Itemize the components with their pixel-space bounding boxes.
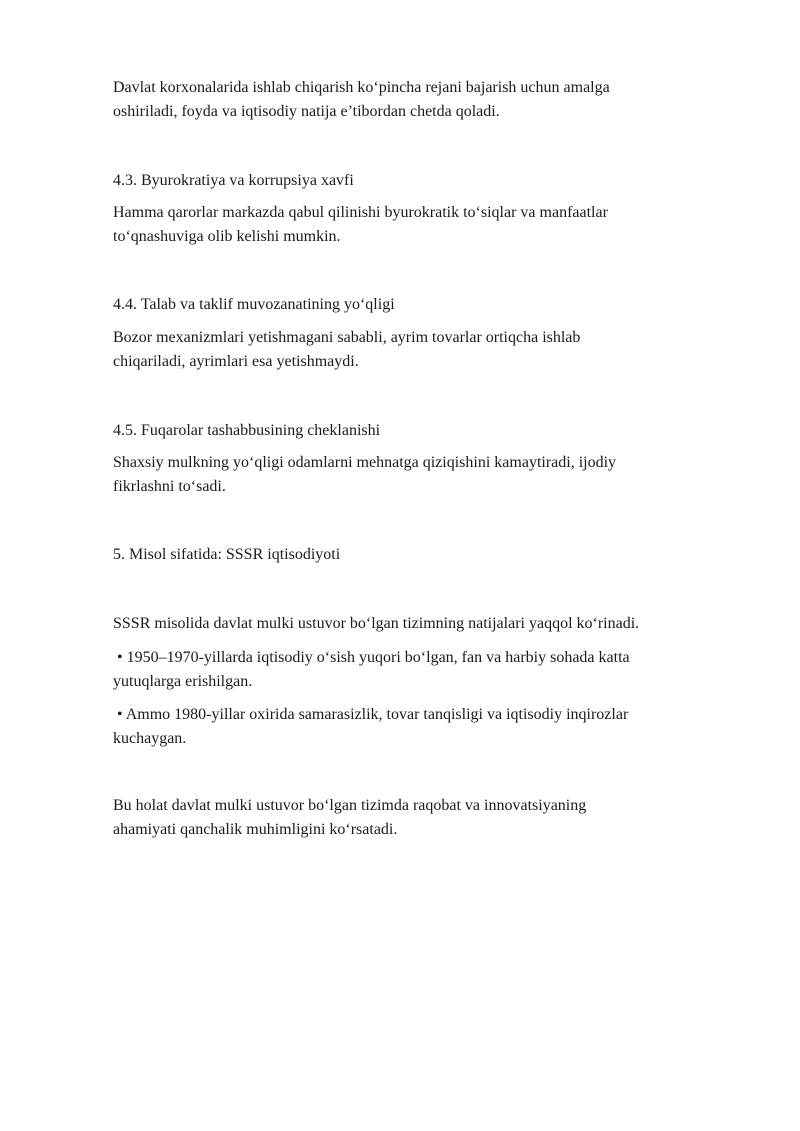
- intro-paragraph: [113, 76, 743, 124]
- section-4-3-paragraph: [113, 201, 743, 249]
- bullet-2-line-2: kuchaygan.: [113, 730, 187, 747]
- section-4-4-paragraph: [113, 326, 743, 374]
- intro-line-1: Davlat korxonalarida ishlab chiqarish ko‘pincha rejani bajarish uchun amalga: [113, 79, 610, 96]
- section-4-3-line-1: Hamma qarorlar markazda qabul qilinishi byurokratik to‘siqlar va manfaatlar: [113, 204, 608, 221]
- intro-line-2: oshiriladi, foyda va iqtisodiy natija e’tibordan chetda qoladi.: [113, 103, 500, 120]
- section-5-paragraph: [113, 612, 743, 636]
- section-4-3-line-2: to‘qnashuviga olib kelishi mumkin.: [113, 228, 341, 245]
- conclusion-paragraph: [113, 794, 743, 842]
- section-4-4-line-1: Bozor mexanizmlari yetishmagani sababli, ayrim tovarlar ortiqcha ishlab: [113, 329, 581, 346]
- conclusion-line-1: Bu holat davlat mulki ustuvor bo‘lgan tizimda raqobat va innovatsiyaning: [113, 797, 587, 814]
- section-5-line-1: SSSR misolida davlat mulki ustuvor bo‘lgan tizimning natijalari yaqqol ko‘rinadi.: [113, 615, 640, 632]
- section-4-3-heading: 4.3. Byurokratiya va korrupsiya xavfi: [113, 172, 354, 189]
- bullet-item-2: [113, 703, 743, 751]
- section-4-4-heading: 4.4. Talab va taklif muvozanatining yo‘qligi: [113, 296, 395, 313]
- bullet-1-line-2: yutuqlarga erishilgan.: [113, 673, 253, 690]
- section-4-5-line-2: fikrlashni to‘sadi.: [113, 478, 226, 495]
- bullet-1-line-1: • 1950–1970-yillarda iqtisodiy o‘sish yuqori bo‘lgan, fan va harbiy sohada katta: [113, 649, 630, 666]
- bullet-item-1: [113, 646, 743, 694]
- bullet-2-line-1: • Ammo 1980-yillar oxirida samarasizlik, tovar tanqisligi va iqtisodiy inqirozlar: [113, 706, 629, 723]
- section-4-5-paragraph: [113, 451, 743, 499]
- conclusion-line-2: ahamiyati qanchalik muhimligini ko‘rsatadi.: [113, 821, 398, 838]
- section-4-5-line-1: Shaxsiy mulkning yo‘qligi odamlarni mehnatga qiziqishini kamaytiradi, ijodiy: [113, 454, 617, 471]
- section-4-4-line-2: chiqariladi, ayrimlari esa yetishmaydi.: [113, 353, 359, 370]
- section-5-heading: 5. Misol sifatida: SSSR iqtisodiyoti: [113, 546, 341, 563]
- section-4-5-heading: 4.5. Fuqarolar tashabbusining cheklanishi: [113, 422, 381, 439]
